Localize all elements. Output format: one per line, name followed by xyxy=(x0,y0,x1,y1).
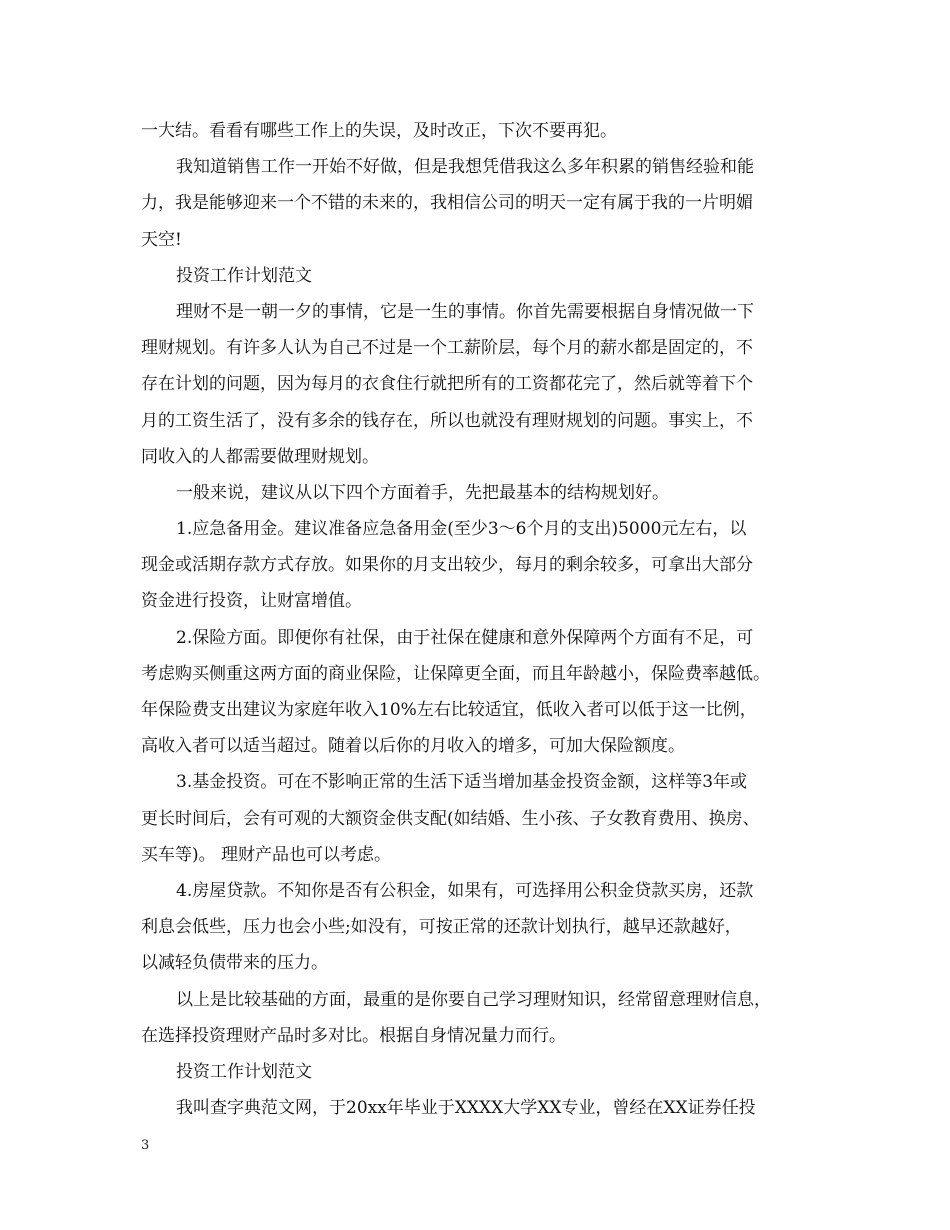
text-line-25: 以上是比较基础的方面，最重的是你要自己学习理财知识，经常留意理财信息， xyxy=(176,989,771,1010)
section-heading-2: 投资工作计划范文 xyxy=(176,1061,312,1082)
text-line-16: 考虑购买侧重这两方面的商业保险，让保障更全面，而且年龄越小，保险费率越低。 xyxy=(141,663,770,684)
text-line-6: 理财不是一朝一夕的事情，它是一生的事情。你首先需要根据自身情况做一下 xyxy=(176,301,754,322)
text-line-20: 更长时间后，会有可观的大额资金供支配(如结婚、生小孩、子女教育费用、换房、 xyxy=(141,808,760,829)
text-line-10: 同收入的人都需要做理财规划。 xyxy=(141,446,379,467)
text-line-23: 利息会低些，压力也会小些;如没有，可按正常的还款计划执行，越早还款越好， xyxy=(141,917,742,938)
text-line-12: 1.应急备用金。建议准备应急备用金(至少3～6个月的支出)5000元左右，以 xyxy=(176,519,747,540)
text-line-2: 我知道销售工作一开始不好做，但是我想凭借我这么多年积累的销售经验和能 xyxy=(176,157,754,178)
text-line-17: 年保险费支出建议为家庭年收入10%左右比较适宜，低收入者可以低于这一比例， xyxy=(141,700,757,720)
section-heading: 投资工作计划范文 xyxy=(176,265,312,286)
text-line-1: 一大结。看看有哪些工作上的失误，及时改正，下次不要再犯。 xyxy=(141,121,617,141)
text-line-19: 3.基金投资。可在不影响正常的生活下适当增加基金投资金额，这样等3年或 xyxy=(176,772,748,793)
text-line-21: 买车等)。 理财产品也可以考虑。 xyxy=(141,844,392,865)
text-line-24: 以减轻负债带来的压力。 xyxy=(141,953,328,974)
text-line-7: 理财规划。有许多人认为自己不过是一个工薪阶层，每个月的薪水都是固定的，不 xyxy=(141,338,753,359)
text-line-26: 在选择投资理财产品时多对比。根据自身情况量力而行。 xyxy=(141,1025,566,1046)
text-line-4: 天空! xyxy=(141,229,182,250)
text-line-11: 一般来说，建议从以下四个方面着手，先把最基本的结构规划好。 xyxy=(176,482,669,503)
page-number: 3 xyxy=(141,1138,150,1153)
text-line-9: 月的工资生活了，没有多余的钱存在，所以也就没有理财规划的问题。事实上，不 xyxy=(141,410,753,431)
text-line-14: 资金进行投资，让财富增值。 xyxy=(141,591,362,612)
text-line-15: 2.保险方面。即便你有社保，由于社保在健康和意外保障两个方面有不足，可 xyxy=(176,627,754,648)
text-line-13: 现金或活期存款方式存放。如果你的月支出较少，每月的剩余较多，可拿出大部分 xyxy=(141,555,753,576)
text-line-28: 我叫查字典范文网，于20xx年毕业于XXXX大学XX专业，曾经在XX证券任投 xyxy=(176,1098,756,1119)
text-line-3: 力，我是能够迎来一个不错的未来的，我相信公司的明天一定有属于我的一片明媚 xyxy=(141,193,753,214)
text-line-18: 高收入者可以适当超过。随着以后你的月收入的增多，可加大保险额度。 xyxy=(141,736,685,757)
document-body xyxy=(141,113,813,1126)
text-line-22: 4.房屋贷款。不知你是否有公积金，如果有，可选择用公积金贷款买房，还款 xyxy=(176,880,754,901)
text-line-8: 存在计划的问题，因为每月的衣食住行就把所有的工资都花完了，然后就等着下个 xyxy=(141,374,753,395)
